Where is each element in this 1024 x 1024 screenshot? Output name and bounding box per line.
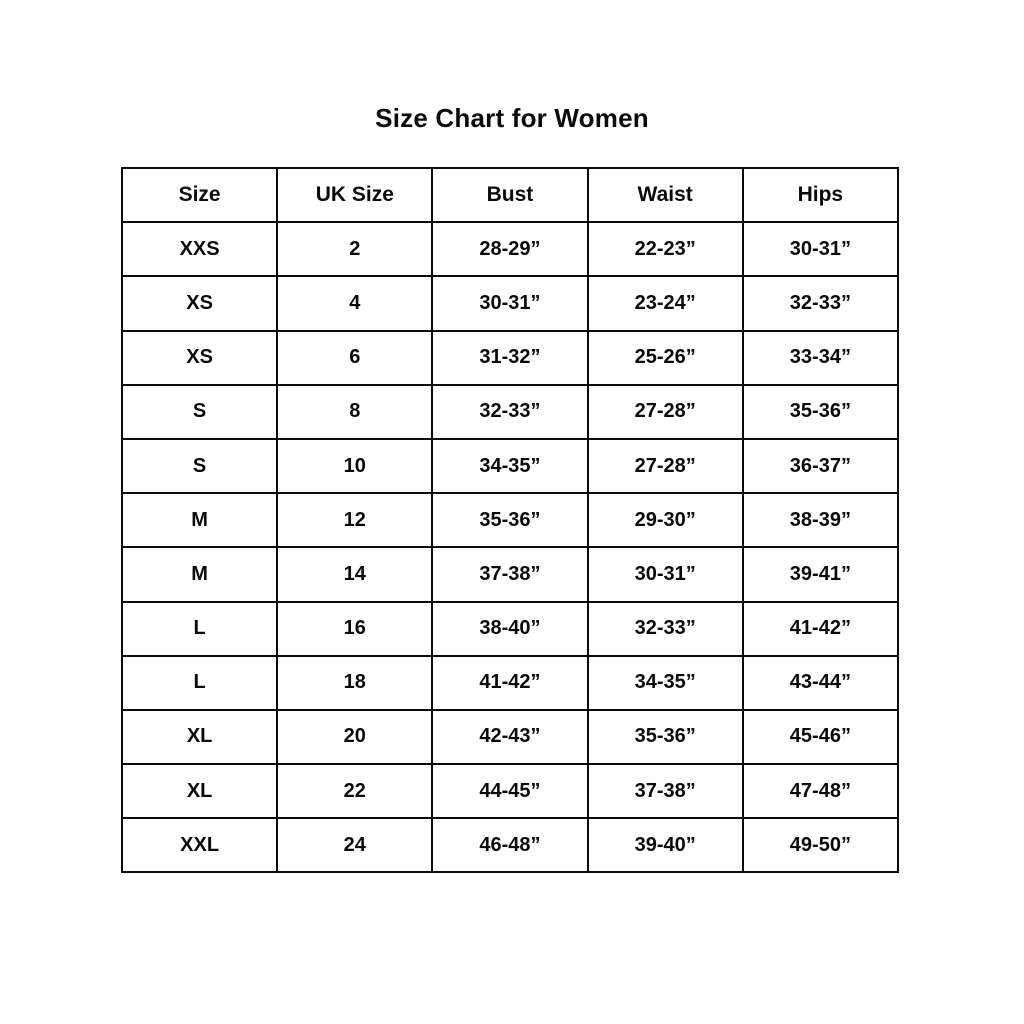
table-row — [122, 818, 898, 872]
table-cell: XXL — [122, 818, 277, 872]
table-cell: 34-35” — [588, 656, 743, 710]
table-cell: 14 — [277, 547, 432, 601]
column-header: Waist — [588, 168, 743, 222]
table-cell: 45-46” — [743, 710, 898, 764]
table-cell: 30-31” — [588, 547, 743, 601]
table-cell: 32-33” — [432, 385, 587, 439]
table-cell: 41-42” — [432, 656, 587, 710]
table-header-row — [122, 168, 898, 222]
table-cell: 2 — [277, 222, 432, 276]
table-row — [122, 493, 898, 547]
table-cell: 39-41” — [743, 547, 898, 601]
table-row — [122, 331, 898, 385]
table-cell: 20 — [277, 710, 432, 764]
table-cell: 28-29” — [432, 222, 587, 276]
table-cell: 41-42” — [743, 602, 898, 656]
table-cell: 33-34” — [743, 331, 898, 385]
table-cell: L — [122, 656, 277, 710]
table-cell: M — [122, 493, 277, 547]
table-cell: 37-38” — [588, 764, 743, 818]
table-cell: 37-38” — [432, 547, 587, 601]
table-cell: S — [122, 385, 277, 439]
size-table — [121, 167, 899, 873]
table-row — [122, 710, 898, 764]
table-cell: 39-40” — [588, 818, 743, 872]
table-cell: 29-30” — [588, 493, 743, 547]
table-cell: 35-36” — [588, 710, 743, 764]
table-cell: 16 — [277, 602, 432, 656]
table-row — [122, 439, 898, 493]
table-cell: 35-36” — [743, 385, 898, 439]
table-cell: 47-48” — [743, 764, 898, 818]
page-title: Size Chart for Women — [375, 103, 649, 133]
table-cell: 18 — [277, 656, 432, 710]
table-cell: 22 — [277, 764, 432, 818]
table-cell: 38-39” — [743, 493, 898, 547]
table-row — [122, 656, 898, 710]
table-cell: XS — [122, 331, 277, 385]
column-header: Hips — [743, 168, 898, 222]
table-cell: 43-44” — [743, 656, 898, 710]
table-cell: 27-28” — [588, 439, 743, 493]
table-cell: 30-31” — [432, 276, 587, 330]
table-cell: 27-28” — [588, 385, 743, 439]
column-header: Size — [122, 168, 277, 222]
size-table-body — [122, 222, 898, 872]
size-table-head — [122, 168, 898, 222]
column-header: UK Size — [277, 168, 432, 222]
column-header: Bust — [432, 168, 587, 222]
table-row — [122, 276, 898, 330]
table-cell: S — [122, 439, 277, 493]
table-cell: 32-33” — [588, 602, 743, 656]
table-cell: 23-24” — [588, 276, 743, 330]
table-cell: 31-32” — [432, 331, 587, 385]
table-cell: 38-40” — [432, 602, 587, 656]
table-cell: 25-26” — [588, 331, 743, 385]
table-row — [122, 222, 898, 276]
table-row — [122, 602, 898, 656]
table-cell: 46-48” — [432, 818, 587, 872]
table-cell: 6 — [277, 331, 432, 385]
table-cell: 22-23” — [588, 222, 743, 276]
table-cell: 49-50” — [743, 818, 898, 872]
table-cell: 42-43” — [432, 710, 587, 764]
table-cell: XS — [122, 276, 277, 330]
table-cell: 4 — [277, 276, 432, 330]
table-row — [122, 385, 898, 439]
table-cell: 12 — [277, 493, 432, 547]
table-cell: XL — [122, 764, 277, 818]
table-cell: 8 — [277, 385, 432, 439]
table-cell: 32-33” — [743, 276, 898, 330]
table-cell: XXS — [122, 222, 277, 276]
table-cell: 35-36” — [432, 493, 587, 547]
table-cell: 24 — [277, 818, 432, 872]
table-cell: 34-35” — [432, 439, 587, 493]
table-cell: M — [122, 547, 277, 601]
table-row — [122, 764, 898, 818]
table-cell: 10 — [277, 439, 432, 493]
table-cell: 30-31” — [743, 222, 898, 276]
table-row — [122, 547, 898, 601]
table-cell: 36-37” — [743, 439, 898, 493]
table-cell: XL — [122, 710, 277, 764]
table-cell: 44-45” — [432, 764, 587, 818]
table-cell: L — [122, 602, 277, 656]
